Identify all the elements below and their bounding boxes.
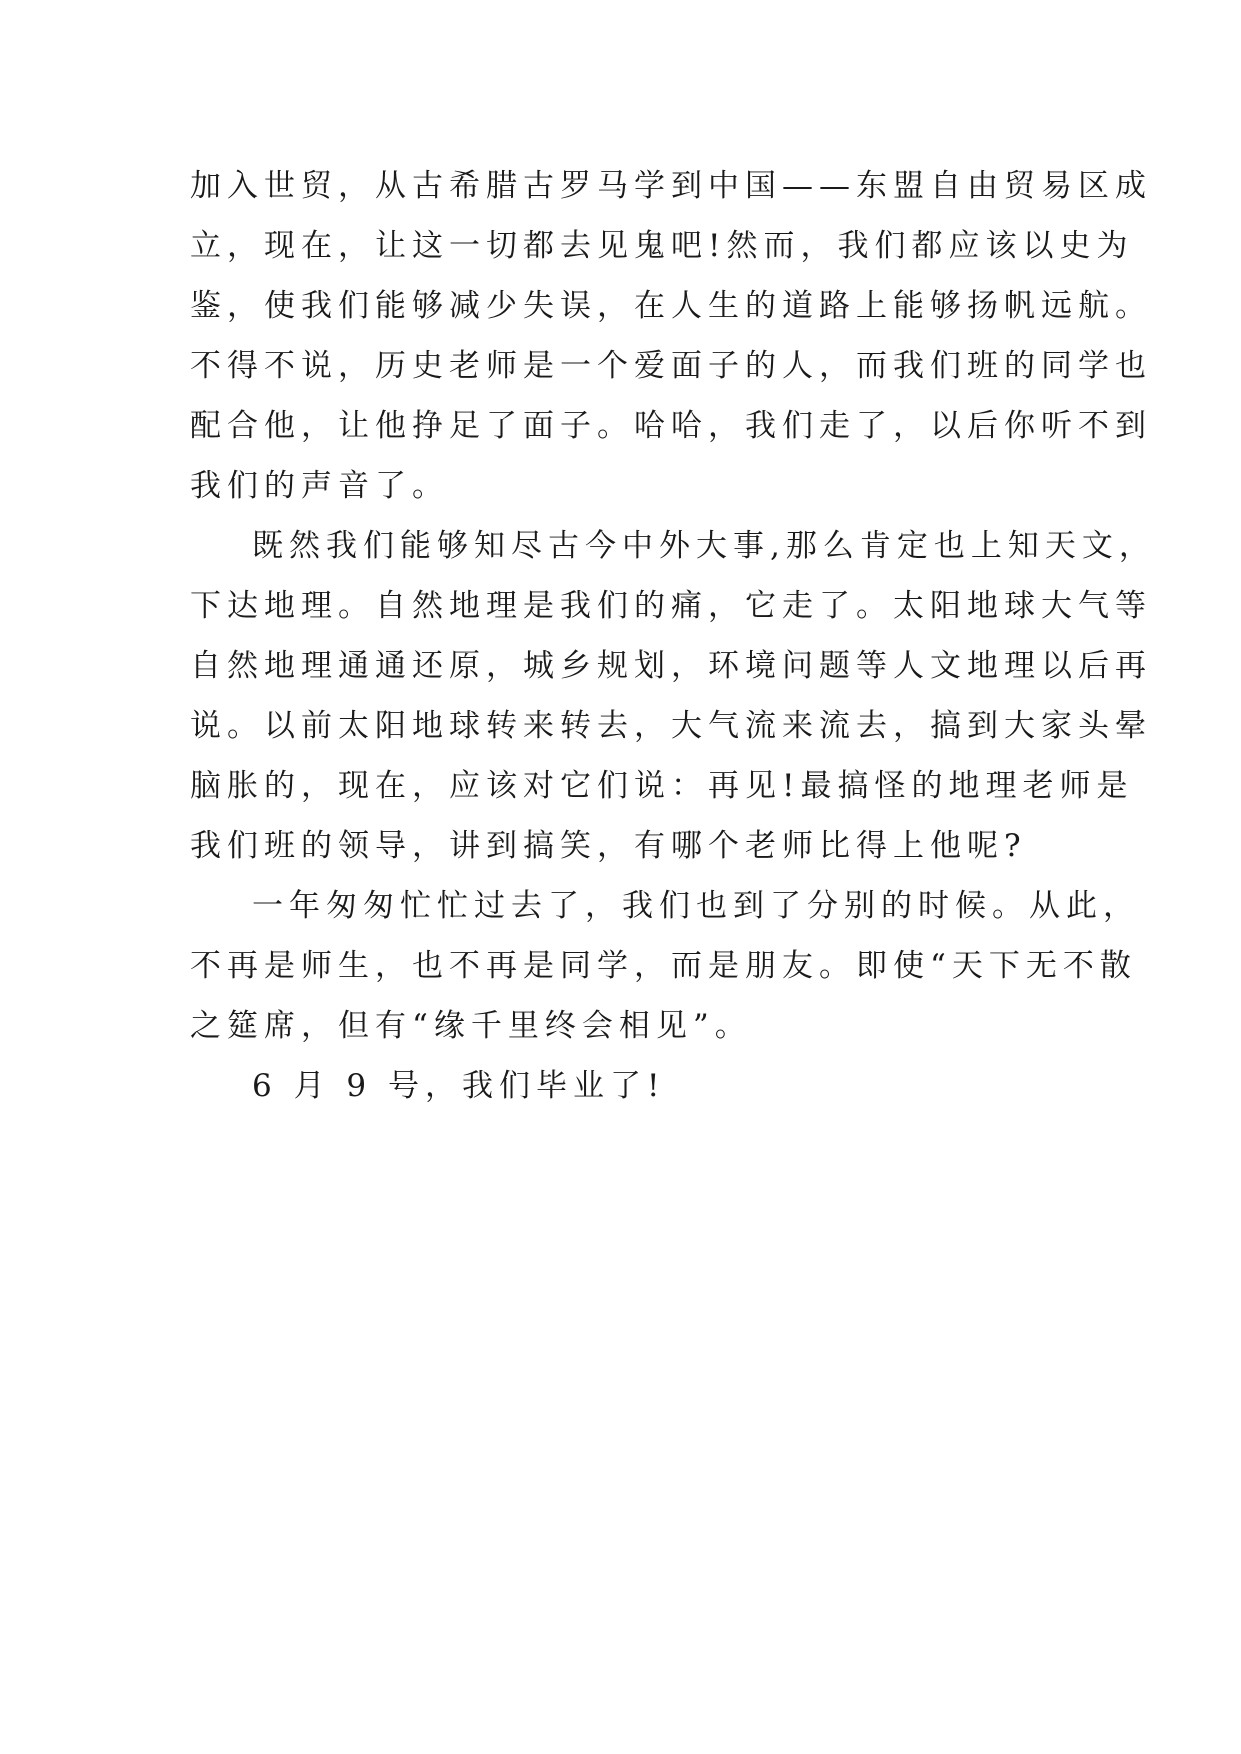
text-line: 不再是师生，也不再是同学，而是朋友。即使“天下无不散 <box>190 948 1137 984</box>
text-line: 立，现在，让这一切都去见鬼吧!然而，我们都应该以史为 <box>190 228 1134 264</box>
text-line: 自然地理通通还原，城乡规划，环境问题等人文地理以后再 <box>190 648 1152 684</box>
text-line: 鉴，使我们能够减少失误，在人生的道路上能够扬帆远航。 <box>190 288 1152 324</box>
text-line: 我们班的领导，讲到搞笑，有哪个老师比得上他呢? <box>190 828 1027 864</box>
text-line: 既然我们能够知尽古今中外大事,那么肯定也上知天文， <box>252 528 1156 564</box>
text-line: 说。以前太阳地球转来转去，大气流来流去，搞到大家头晕 <box>190 708 1152 744</box>
text-line: 不得不说，历史老师是一个爱面子的人，而我们班的同学也 <box>190 348 1152 384</box>
text-line: 配合他，让他挣足了面子。哈哈，我们走了，以后你听不到 <box>190 408 1152 444</box>
text-line: 之筵席，但有“缘千里终会相见”。 <box>190 1008 752 1044</box>
text-line: 加入世贸，从古希腊古罗马学到中国——东盟自由贸易区成 <box>190 168 1152 204</box>
text-line: 6 月 9 号，我们毕业了! <box>252 1068 666 1104</box>
text-line: 一年匆匆忙忙过去了，我们也到了分别的时候。从此， <box>252 888 1140 924</box>
text-line: 我们的声音了。 <box>190 468 449 504</box>
text-line: 脑胀的，现在，应该对它们说：再见!最搞怪的地理老师是 <box>190 768 1134 804</box>
text-line: 下达地理。自然地理是我们的痛，它走了。太阳地球大气等 <box>190 588 1152 624</box>
